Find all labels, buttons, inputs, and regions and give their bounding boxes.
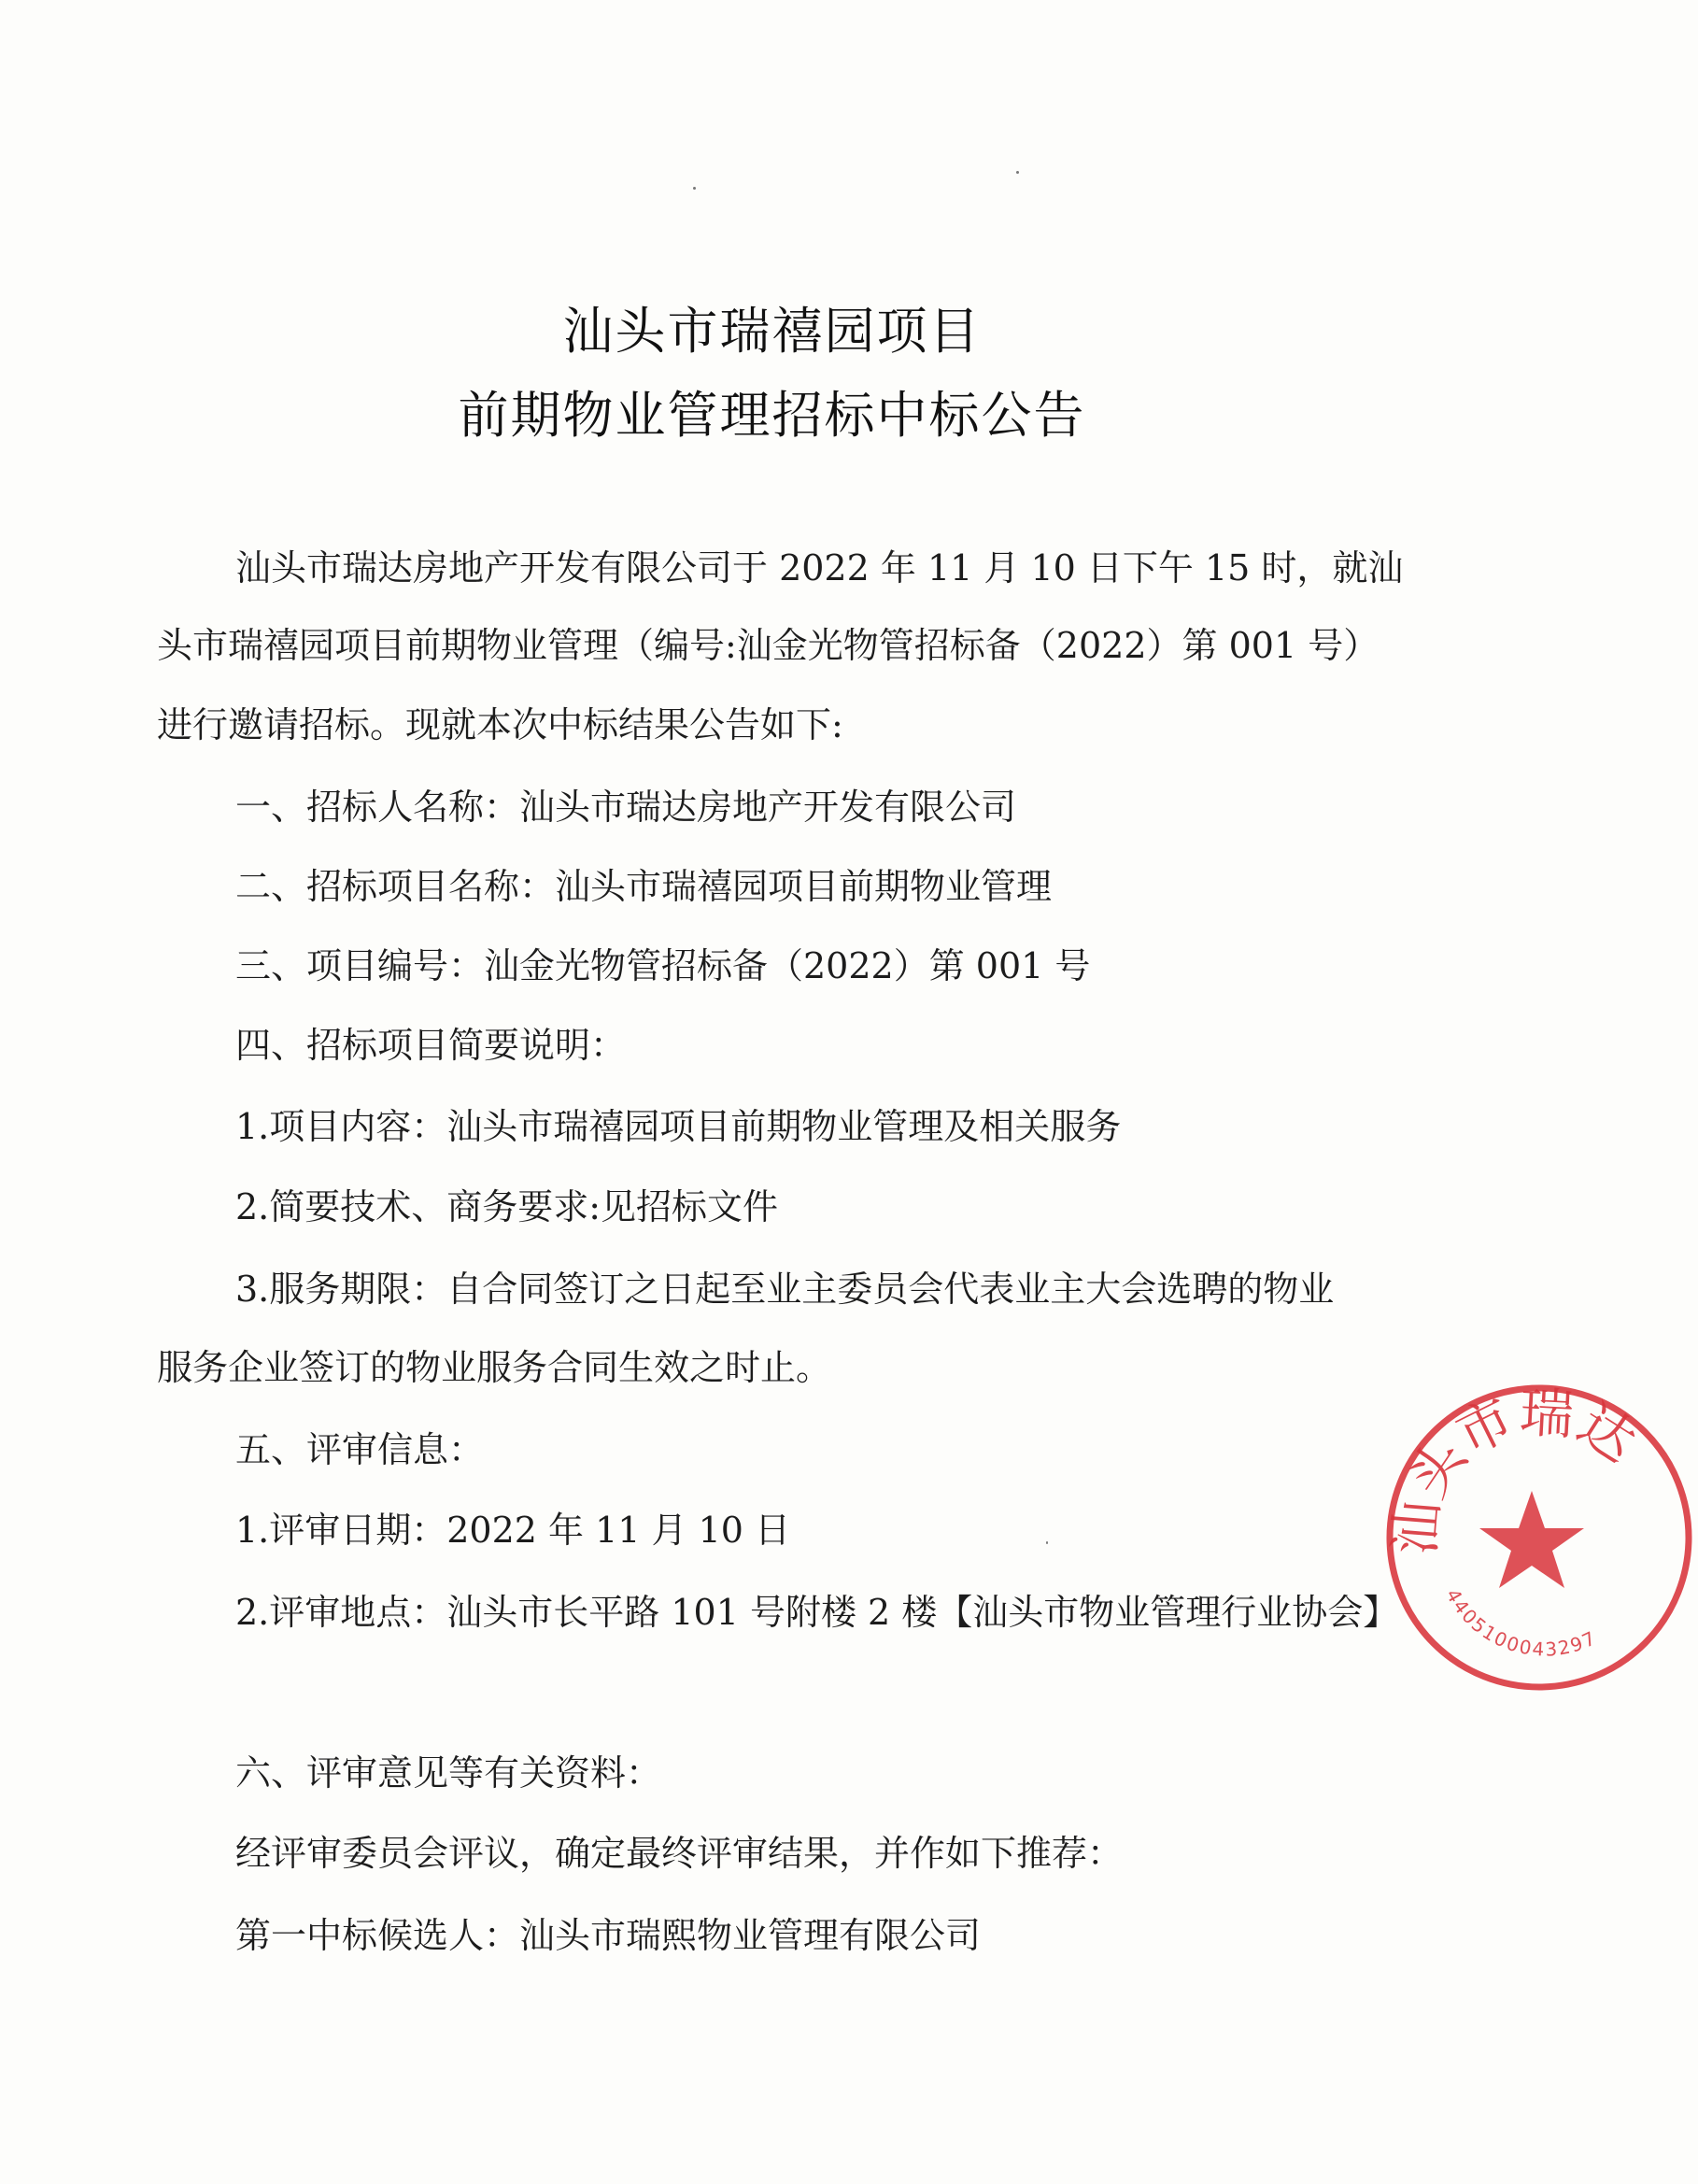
intro-paragraph-line-3: 进行邀请招标。现就本次中标结果公告如下: [157,704,843,745]
service-period-line-1: 3.服务期限：自合同签订之日起至业主委员会代表业主大会选聘的物业 [235,1269,1335,1310]
intro-paragraph-line-2: 头市瑞禧园项目前期物业管理（编号:汕金光物管招标备（2022）第 001 号） [157,625,1380,666]
technical-requirements: 2.简要技术、商务要求:见招标文件 [235,1186,779,1227]
project-number: 三、项目编号：汕金光物管招标备（2022）第 001 号 [235,945,1091,986]
document-title-line-2: 前期物业管理招标中标公告 [458,386,1086,445]
review-opinion-heading: 六、评审意见等有关资料： [235,1752,662,1794]
company-seal-icon [1380,1379,1698,1696]
review-info-heading: 五、评审信息： [235,1429,485,1470]
project-summary-heading: 四、招标项目简要说明： [235,1025,627,1066]
review-opinion-text: 经评审委员会评议，确定最终评审结果，并作如下推荐： [235,1833,1124,1874]
service-period-line-2: 服务企业签订的物业服务合同生效之时止。 [157,1347,832,1388]
intro-paragraph-line-1: 汕头市瑞达房地产开发有限公司于 2022 年 11 月 10 日下午 15 时，就汕 [235,547,1404,589]
review-location: 2.评审地点：汕头市长平路 101 号附楼 2 楼【汕头市物业管理行业协会】 [235,1592,1399,1633]
seal-code-text: 4405100043297 [1441,1584,1601,1661]
project-content: 1.项目内容：汕头市瑞禧园项目前期物业管理及相关服务 [235,1106,1122,1147]
document-title-line-1: 汕头市瑞禧园项目 [562,302,982,361]
scan-speck [1046,1541,1048,1544]
review-date: 1.评审日期：2022 年 11 月 10 日 [235,1510,791,1551]
scan-speck [693,187,696,190]
first-candidate: 第一中标候选人：汕头市瑞熙物业管理有限公司 [235,1915,982,1956]
scan-speck [1016,171,1019,174]
tenderer-name: 一、招标人名称：汕头市瑞达房地产开发有限公司 [235,787,1017,828]
project-name: 二、招标项目名称：汕头市瑞禧园项目前期物业管理 [235,866,1053,907]
seal-company-text: 汕头市瑞达 [1382,1380,1648,1558]
